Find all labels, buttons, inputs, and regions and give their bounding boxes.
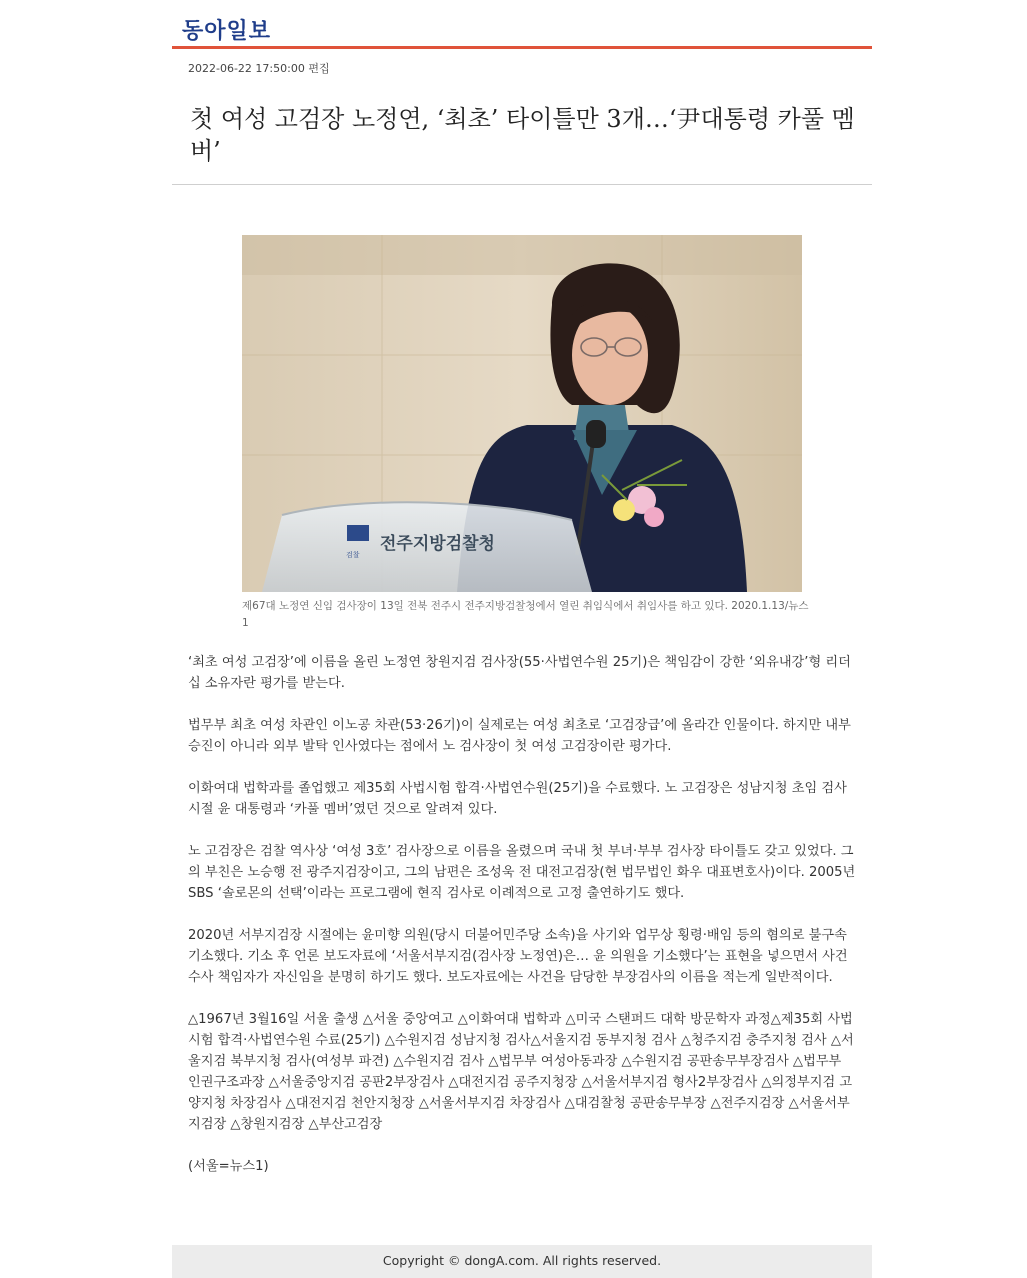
article-paragraph-3: 이화여대 법학과를 졸업했고 제35회 사법시험 합격·사법연수원(25기)을 수료했다. 노 고검장은 성남지청 초임 검사 시절 윤 대통령과 ‘카풀 멤버’였던 것으로 알려져 있다.	[188, 781, 847, 817]
article-paragraph-4: 노 고검장은 검찰 역사상 ‘여성 3호’ 검사장으로 이름을 올렸으며 국내 첫 부녀·부부 검사장 타이틀도 갖고 있었다. 그의 부친은 노승행 전 광주지검장이고, 그의 남편은 조성욱 전 대전고검장(현 법무법인 화우 대표변호사)이다. 2005년 SBS ‘솔로몬의 선택’이라는 프로그램에 현직 검사로 이례적으로 고정 출연하기도 했다.	[188, 844, 856, 901]
article-body	[188, 652, 858, 1198]
article-byline: (서울=뉴스1)	[188, 1159, 269, 1174]
headline-divider	[172, 184, 872, 185]
photo-caption: 제67대 노정연 신임 검사장이 13일 전북 전주시 전주지방검찰청에서 열린 취임식에서 취임사를 하고 있다. 2020.1.13/뉴스1	[242, 600, 809, 629]
article-photo	[242, 235, 802, 592]
article-paragraph-6: △1967년 3월16일 서울 출생 △서울 중앙여고 △이화여대 법학과 △미국 스탠퍼드 대학 방문학자 과정△제35회 사법시험 합격·사법연수원 수료(25기) △수원지검 성남지청 검사△서울지검 동부지청 검사 △청주지검 충주지청 검사 △서울지검 북부지청 검사(여성부 파견) △수원지검 검사 △법무부 여성아동과장 △수원지검 공판송무부장검사 △법무부 인권구조과장 △서울중앙지검 공판2부장검사 △대전지검 공주지청장 △서울서부지검 형사2부장검사 △의정부지검 고양지청 차장검사 △대전지검 천안지청장 △서울서부지검 차장검사 △대검찰청 공판송무부장 △전주지검장 △서울서부지검장 △창원지검장 △부산고검장	[188, 1012, 854, 1132]
photo-illustration	[242, 235, 802, 592]
copyright-text: Copyright © dongA.com. All rights reserved.	[382, 1253, 662, 1268]
article-headline: 첫 여성 고검장 노정연, ‘최초’ 타이틀만 3개…‘尹대통령 카풀 멤버’	[190, 105, 855, 165]
podium-sign-text: 전주지방검찰청	[380, 534, 495, 554]
article-paragraph-1: ‘최초 여성 고검장’에 이름을 올린 노정연 창원지검 검사장(55·사법연수원 25기)은 책임감이 강한 ‘외유내강’형 리더십 소유자란 평가를 받는다.	[188, 655, 851, 691]
article-paragraph-5: 2020년 서부지검장 시절에는 윤미향 의원(당시 더불어민주당 소속)을 사기와 업무상 횡령·배임 등의 혐의로 불구속 기소했다. 기소 후 언론 보도자료에 ‘서울서부지검(검사장 노정연)은… 윤 의원을 기소했다’는 표현을 넣으면서 사건 수사 책임자가 자신임을 분명히 하기도 했다. 보도자료에는 사건을 담당한 부장검사의 이름을 적는게 일반적이다.	[188, 928, 848, 985]
article-timestamp: 2022-06-22 17:50:00 편집	[188, 62, 330, 75]
footer	[172, 1245, 872, 1278]
donga-logo[interactable]: 동아일보	[182, 19, 272, 44]
article-paragraph-2: 법무부 최초 여성 차관인 이노공 차관(53·26기)이 실제로는 여성 최초로 ‘고검장급’에 올라간 인물이다. 하지만 내부 승진이 아니라 외부 발탁 인사였다는 점에서 노 검사장이 첫 여성 고검장이란 평가다.	[188, 718, 851, 754]
podium-sign-small: 검찰	[346, 551, 360, 559]
masthead	[172, 8, 872, 49]
